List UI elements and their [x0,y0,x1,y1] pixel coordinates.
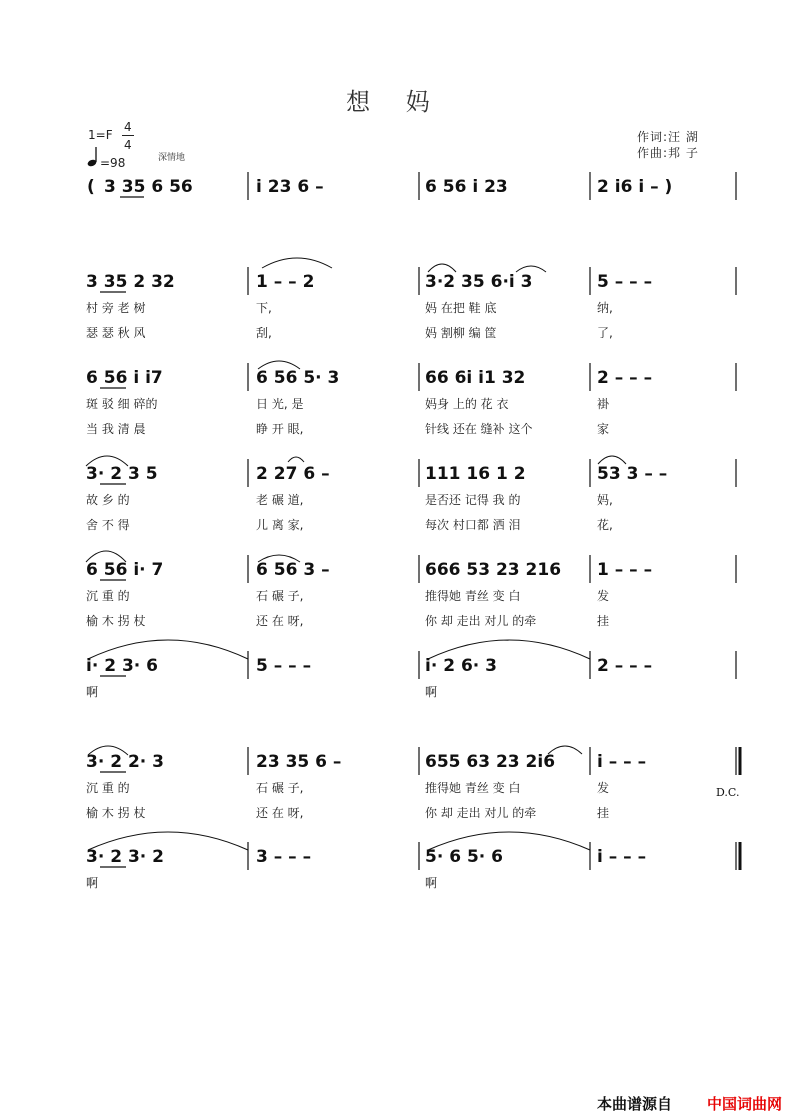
song-title: 想 妈 [346,88,444,116]
lyric-verse-2: 家 [597,422,610,436]
open-paren: ( [87,177,95,197]
lyric-verse-2: 挂 [597,614,610,628]
lyric-verse-1: 村 旁 老 树 [86,301,146,315]
measure-notes: 6 56 i· 7 [86,560,164,580]
lyric-verse-1: 老 碾 道, [256,493,304,507]
lyric-verse-2: 榆 木 拐 杖 [86,806,146,820]
lyric-verse-1: 啊 [425,876,438,890]
measure-notes: 6 56 5· 3 [256,368,340,388]
lyric-verse-2: 还 在 呀, [256,614,304,628]
lyric-verse-1: 日 光, 是 [256,397,304,411]
measure-notes: 3· 2 3 5 [86,464,158,484]
measure-notes: 2 – – – [597,656,653,676]
lyric-verse-1: 下, [256,301,272,315]
tempo-mark: =98 [100,156,126,170]
key-signature: 1=F [88,128,113,142]
time-signature-bottom: 4 [124,138,132,152]
lyric-verse-1: 故 乡 的 [86,493,130,507]
measure-notes: 66 6i i1 32 [425,368,526,388]
measure-notes: i – – – [597,847,647,867]
measure-notes: 666 53 23 216 [425,560,562,580]
lyric-verse-2: 睁 开 眼, [256,422,304,436]
measure-notes: 6 56 i 23 [425,177,508,197]
measure-notes: 5 – – – [597,272,653,292]
lyric-verse-2: 瑟 瑟 秋 风 [86,326,146,340]
time-signature-top: 4 [124,120,132,134]
lyric-verse-1: 妈, [597,493,613,507]
measure-notes: 1 – – – [597,560,653,580]
lyric-verse-1: 斑 驳 细 碎的 [86,397,158,411]
measure-notes: 2 i6 i – ) [597,177,673,197]
measure-notes: 23 35 6 – [256,752,342,772]
lyricist-credit: 作词:汪 湖 [637,130,699,144]
lyric-verse-1: 啊 [86,685,99,699]
lyric-verse-1: 推得她 青丝 变 白 [425,589,521,603]
lyric-verse-1: 啊 [86,876,99,890]
measure-notes: 3·2 35 6·i 3 [425,272,533,292]
lyric-verse-2: 刮, [256,326,272,340]
da-capo-mark: D.C. [716,786,740,799]
slur-arc [262,258,332,268]
lyric-verse-1: 发 [597,589,610,603]
measure-notes: i· 2 6· 3 [425,656,497,676]
footer-site-link[interactable]: 中国词曲网 [706,1095,782,1113]
slur-arc [428,264,456,272]
slur-arc [288,457,304,462]
measure-notes: 3 35 2 32 [86,272,175,292]
measure-notes: 2 27 6 – [256,464,330,484]
measure-notes: 3· 2 3· 2 [86,847,164,867]
lyric-verse-2: 舍 不 得 [86,518,130,532]
measure-notes: 655 63 23 2i6 [425,752,556,772]
measure-notes: 53 3 – – [597,464,668,484]
composer-credit: 作曲:邦 子 [637,146,699,160]
lyric-verse-2: 当 我 清 晨 [86,422,146,436]
measure-notes: 1 – – 2 [256,272,315,292]
measure-notes: 6 56 i i7 [86,368,163,388]
lyric-verse-2: 你 却 走出 对儿 的牵 [425,806,537,820]
lyric-verse-1: 沉 重 的 [86,589,130,603]
measure-notes: 5· 6 5· 6 [425,847,503,867]
lyric-verse-2: 每次 村口都 洒 泪 [425,518,521,532]
measure-notes: i· 2 3· 6 [86,656,158,676]
lyric-verse-2: 妈 割柳 编 筐 [425,326,497,340]
footer-source: 本曲谱源自 [596,1095,672,1113]
measure-notes: 6 56 3 – [256,560,330,580]
lyric-verse-2: 榆 木 拐 杖 [86,614,146,628]
lyric-verse-2: 还 在 呀, [256,806,304,820]
measure-notes: i – – – [597,752,647,772]
lyric-verse-2: 你 却 走出 对儿 的牵 [425,614,537,628]
lyric-verse-1: 石 碾 子, [256,589,304,603]
lyric-verse-1: 妈 在把 鞋 底 [425,301,497,315]
lyric-verse-2: 花, [597,518,613,532]
lyric-verse-2: 儿 离 家, [256,518,304,532]
lyric-verse-1: 发 [597,781,610,795]
lyric-verse-1: 啊 [425,685,438,699]
lyric-verse-1: 沉 重 的 [86,781,130,795]
lyric-verse-2: 针线 还在 缝补 这个 [425,422,533,436]
measure-notes: 111 16 1 2 [425,464,526,484]
expression-mark: 深情地 [158,153,186,163]
measure-notes: i 23 6 – [256,177,324,197]
lyric-verse-1: 褂 [597,397,610,411]
measure-notes: 3 35 6 56 [104,177,193,197]
measure-notes: 3· 2 2· 3 [86,752,164,772]
lyric-verse-1: 石 碾 子, [256,781,304,795]
lyric-verse-1: 推得她 青丝 变 白 [425,781,521,795]
slur-arc [598,456,626,464]
measure-notes: 3 – – – [256,847,312,867]
lyric-verse-2: 挂 [597,806,610,820]
lyric-verse-2: 了, [597,326,613,340]
lyric-verse-1: 纳, [597,301,613,315]
lyric-verse-1: 是否还 记得 我 的 [425,493,521,507]
measure-notes: 5 – – – [256,656,312,676]
lyric-verse-1: 妈身 上的 花 衣 [425,397,509,411]
measure-notes: 2 – – – [597,368,653,388]
